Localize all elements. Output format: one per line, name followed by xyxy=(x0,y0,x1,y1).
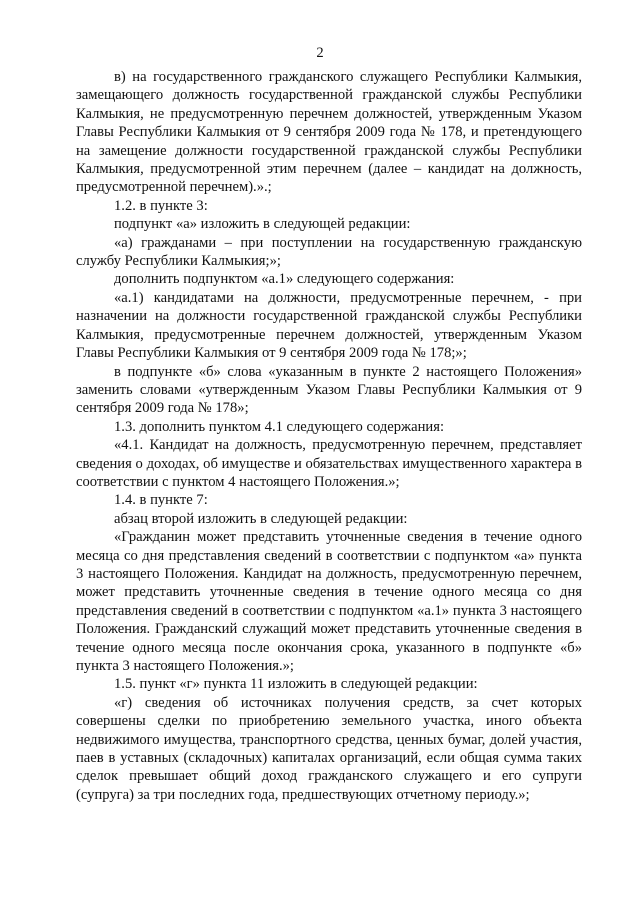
paragraph: дополнить подпунктом «а.1» следующего содержания: xyxy=(114,271,455,288)
paragraph: 1.4. в пункте 7: xyxy=(114,492,208,509)
paragraph: «г) сведения об источниках получения средств, за счет которых совершены сделки по приобретению земельного участка, иного объекта недвижимого имущества, транспортного средства, ценных бумаг, долей участия, паев в уставных (складочных) капиталах организаций, если общая сумма таких сделок превышает общий доход гражданского служащего и его супруги (супруга) за три последних года, предшествующих отчетному периоду.»; xyxy=(76,694,582,803)
paragraph: «4.1. Кандидат на должность, предусмотренную перечнем, представляет сведения о доходах, об имуществе и обязательствах имущественного характера в соответствии с пунктом 4 настоящего Положения.»; xyxy=(76,437,582,490)
paragraph: 1.2. в пункте 3: xyxy=(114,197,208,214)
paragraph: в подпункте «б» слова «указанным в пункте 2 настоящего Положения» заменить словами «утвержденным Указом Главы Республики Калмыкия от 9 сентября 2009 года № 178»; xyxy=(76,363,582,417)
paragraph: «а.1) кандидатами на должности, предусмотренные перечнем, - при назначении на должности государственной гражданской службы Республики Калмыкия, предусмотренные перечнем должностей, утвержденным Указом Главы Республики Калмыкия от 9 сентября 2009 года № 178;»; xyxy=(76,289,582,362)
paragraph: «а) гражданами – при поступлении на государственную гражданскую службу Республики Калмыкия;»; xyxy=(76,234,582,270)
paragraph: «Гражданин может представить уточненные сведения в течение одного месяца со дня представления сведений в соответствии с подпунктом «а» пункта 3 настоящего Положения. Кандидат на должность, предусмотренную перечнем, может представить уточненные сведения в течение одного месяца со дня представления сведений в соответствии с подпунктом «а.1» пункта 3 настоящего Положения. Гражданский служащий может представить уточненные сведения в течение одного месяца после окончания срока, указанного в подпункте «б» пункта 3 настоящего Положения.»; xyxy=(76,529,582,674)
paragraph: 1.3. дополнить пунктом 4.1 следующего содержания: xyxy=(114,418,445,435)
document-body xyxy=(76,68,582,804)
page-number: 2 xyxy=(316,45,324,61)
paragraph: абзац второй изложить в следующей редакции: xyxy=(114,510,408,527)
paragraph: 1.5. пункт «г» пункта 11 изложить в следующей редакции: xyxy=(114,676,478,693)
paragraph: в) на государственного гражданского служащего Республики Калмыкия, замещающего должность государственной гражданской службы Республики Калмыкия, не предусмотренную перечнем должностей, утвержденным Указом Главы Республики Калмыкия от 9 сентября 2009 года № 178, и претендующего на замещение должности государственной гражданской службы Республики Калмыкия, предусмотренной этим перечнем (далее – кандидат на должность, предусмотренной перечнем).».; xyxy=(76,69,582,196)
paragraph: подпункт «а» изложить в следующей редакции: xyxy=(114,216,411,233)
